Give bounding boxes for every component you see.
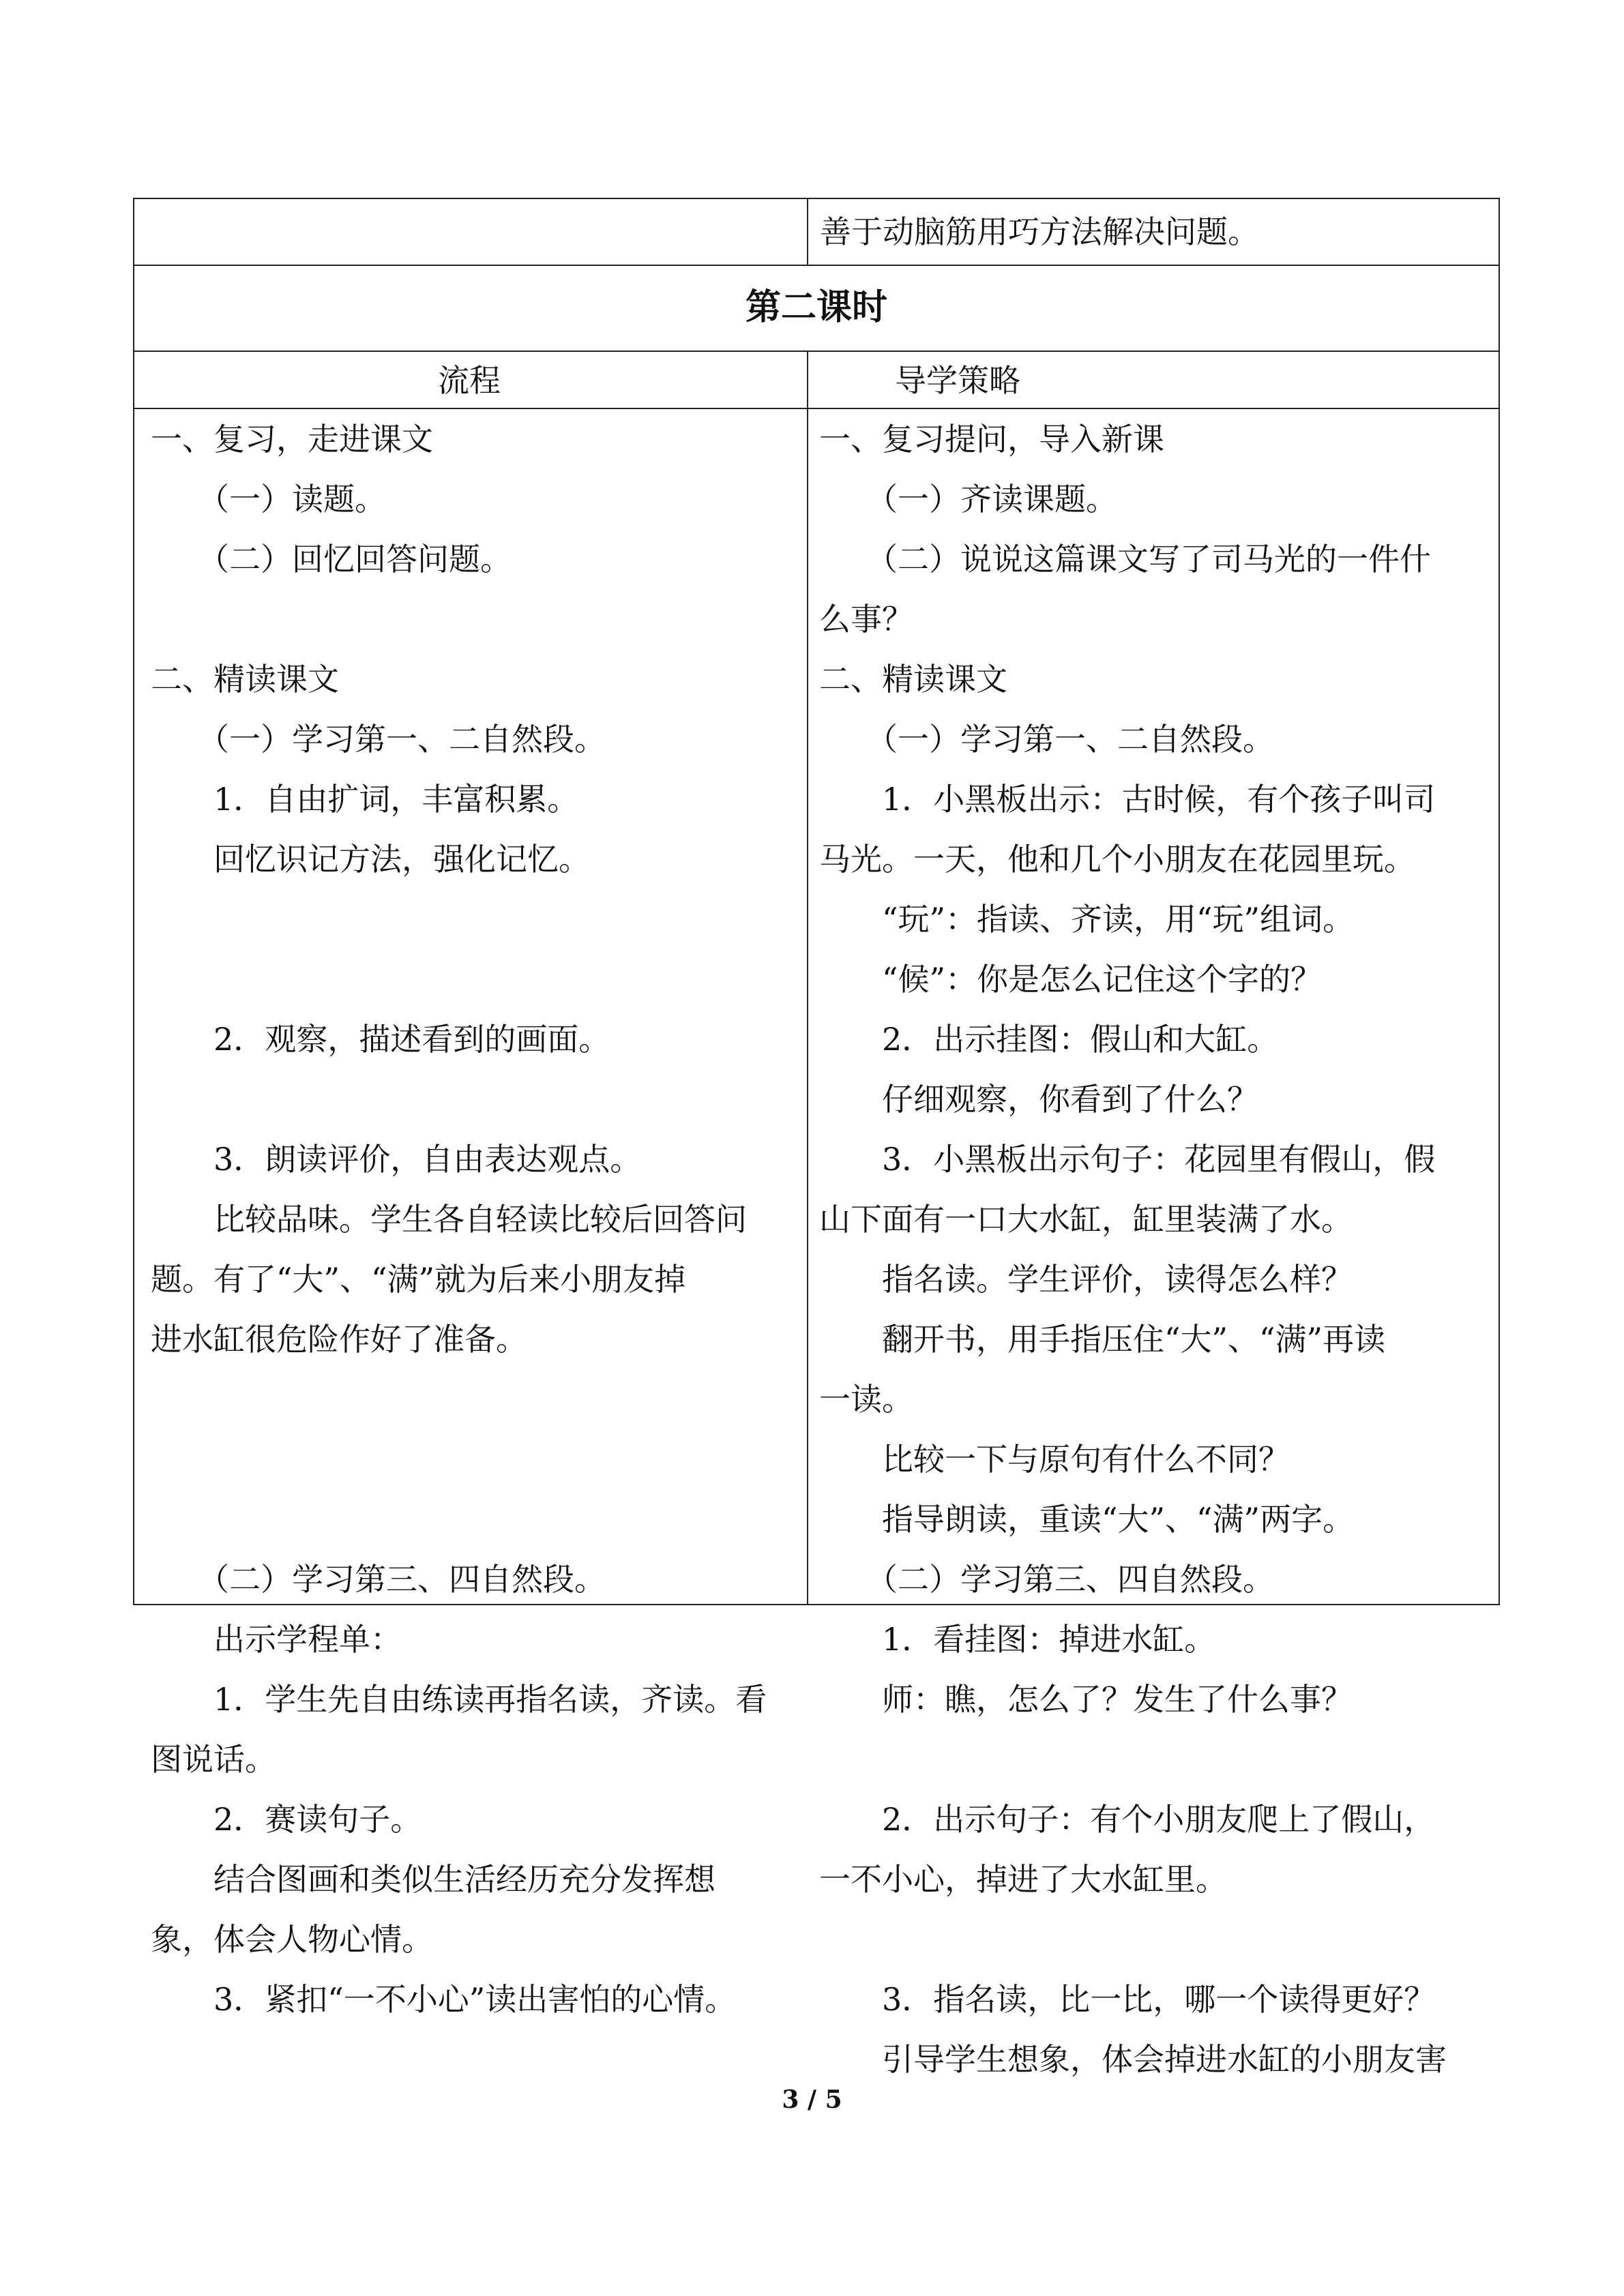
lesson-table bbox=[133, 198, 1500, 2078]
header-left-label: 流程 bbox=[438, 362, 501, 399]
text-line: 出示学程单： bbox=[151, 1621, 402, 1658]
text-line: （二）回忆回答问题。 bbox=[151, 541, 512, 578]
text-line: 3．紧扣“一不小心”读出害怕的心情。 bbox=[151, 1981, 737, 2018]
text-line bbox=[151, 1369, 767, 1429]
text-line: 马光。一天，他和几个小朋友在花园里玩。 bbox=[819, 841, 1415, 878]
text-line: 象，体会人物心情。 bbox=[151, 1921, 433, 1958]
lesson-title: 第二课时 bbox=[745, 287, 887, 328]
text-line: 二、精读课文 bbox=[151, 661, 339, 698]
text-line: 一不小心，掉进了大水缸里。 bbox=[819, 1861, 1227, 1898]
header-left bbox=[438, 351, 501, 411]
text-line: 二、精读课文 bbox=[819, 661, 1007, 698]
top-row-text: 善于动脑筋用巧方法解决问题。 bbox=[820, 213, 1259, 250]
text-line: 指导朗读，重读“大”、“满”两字。 bbox=[819, 1501, 1355, 1538]
text-line: 3．朗读评价，自由表达观点。 bbox=[151, 1141, 642, 1178]
text-line: 进水缸很危险作好了准备。 bbox=[151, 1321, 527, 1358]
text-line: “玩”：指读、齐读，用“玩”组词。 bbox=[819, 901, 1355, 938]
text-line: 山下面有一口大水缸，缸里装满了水。 bbox=[819, 1201, 1353, 1238]
text-line: 图说话。 bbox=[151, 1741, 276, 1778]
text-line: （一）学习第一、二自然段。 bbox=[151, 721, 606, 758]
text-line: 2．观察，描述看到的画面。 bbox=[151, 1021, 610, 1058]
text-line: 指名读。学生评价，读得怎么样？ bbox=[819, 1261, 1353, 1298]
text-line: 2．出示句子：有个小朋友爬上了假山， bbox=[819, 1801, 1436, 1838]
text-line bbox=[151, 949, 767, 1009]
text-line: 仔细观察，你看到了什么？ bbox=[819, 1081, 1258, 1118]
text-line bbox=[151, 2029, 767, 2089]
header-right-label: 导学策略 bbox=[895, 362, 1020, 399]
flow-column bbox=[151, 409, 767, 2089]
text-line: 2．出示挂图：假山和大缸。 bbox=[819, 1021, 1279, 1058]
text-line: 结合图画和类似生活经历充分发挥想 bbox=[151, 1861, 715, 1898]
strategy-column bbox=[819, 409, 1447, 2089]
text-line: （二）说说这篇课文写了司马光的一件什 bbox=[819, 541, 1431, 578]
text-line: （一）齐读课题。 bbox=[819, 481, 1117, 518]
text-line: （一）读题。 bbox=[151, 481, 386, 518]
text-line: 1．学生先自由练读再指名读，齐读。看 bbox=[151, 1681, 767, 1718]
text-line: 1．看挂图：掉进水缸。 bbox=[819, 1621, 1216, 1658]
top-row-right-cell bbox=[820, 202, 1259, 262]
text-line: 3．指名读，比一比，哪一个读得更好？ bbox=[819, 1981, 1436, 2018]
text-line: 一、复习提问，导入新课 bbox=[819, 421, 1164, 458]
text-line: 比较品味。学生各自轻读比较后回答问 bbox=[151, 1201, 747, 1238]
text-line bbox=[151, 889, 767, 949]
text-line: （二）学习第三、四自然段。 bbox=[151, 1561, 606, 1598]
text-line: 2．赛读句子。 bbox=[151, 1801, 422, 1838]
column-divider bbox=[807, 351, 808, 1604]
text-line bbox=[151, 1069, 767, 1129]
row-divider bbox=[134, 351, 1498, 352]
text-line: 回忆识记方法，强化记忆。 bbox=[151, 841, 590, 878]
text-line bbox=[819, 1909, 1447, 1969]
text-line: 么事？ bbox=[819, 601, 913, 638]
column-divider bbox=[807, 199, 808, 265]
text-line bbox=[819, 1729, 1447, 1789]
text-line: 1．小黑板出示：古时候，有个孩子叫司 bbox=[819, 781, 1436, 818]
text-line: 翻开书，用手指压住“大”、“满”再读 bbox=[819, 1321, 1386, 1358]
text-line: （二）学习第三、四自然段。 bbox=[819, 1561, 1274, 1598]
text-line: 一、复习，走进课文 bbox=[151, 421, 433, 458]
text-line: 1．自由扩词，丰富积累。 bbox=[151, 781, 579, 818]
text-line: （一）学习第一、二自然段。 bbox=[819, 721, 1274, 758]
text-line: 3．小黑板出示句子：花园里有假山，假 bbox=[819, 1141, 1436, 1178]
text-line bbox=[151, 1429, 767, 1489]
text-line bbox=[151, 1489, 767, 1549]
header-right bbox=[895, 351, 1020, 411]
page-number: 3 / 5 bbox=[782, 2085, 842, 2114]
text-line: 比较一下与原句有什么不同？ bbox=[819, 1441, 1290, 1478]
text-line: 题。有了“大”、“满”就为后来小朋友掉 bbox=[151, 1261, 686, 1298]
text-line bbox=[151, 589, 767, 649]
text-line: 师：瞧，怎么了？发生了什么事？ bbox=[819, 1681, 1353, 1718]
text-line: “候”：你是怎么记住这个字的？ bbox=[819, 961, 1323, 998]
text-line: 引导学生想象，体会掉进水缸的小朋友害 bbox=[819, 2041, 1447, 2078]
text-line: 一读。 bbox=[819, 1381, 913, 1418]
